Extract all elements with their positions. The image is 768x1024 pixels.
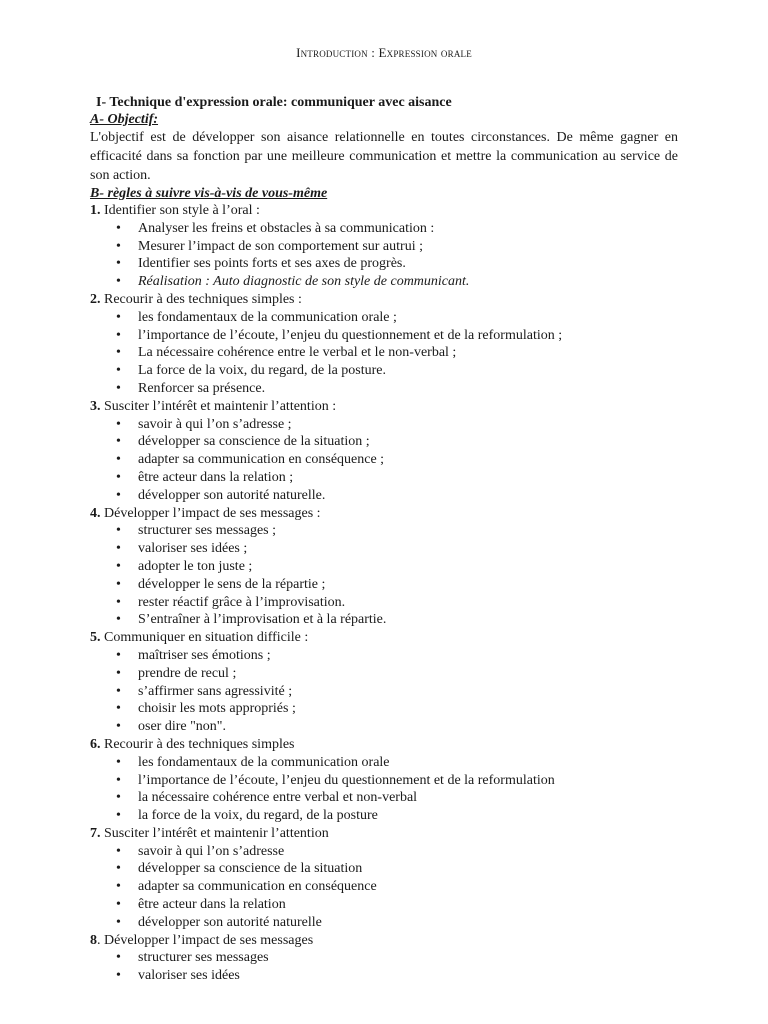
bullet-icon: • [116, 897, 121, 913]
list-item-text: adapter sa communication en conséquence ; [138, 452, 385, 468]
rule-group-number: 7. [90, 825, 101, 841]
list-item-text: s’affirmer sans agressivité ; [138, 683, 293, 699]
rule-group-label: Susciter l’intérêt et maintenir l’attention : [100, 398, 337, 414]
bullet-icon: • [116, 861, 121, 877]
list-item [90, 860, 678, 878]
list-item [90, 789, 678, 807]
bullet-icon: • [116, 879, 121, 895]
bullet-icon: • [116, 469, 121, 485]
rules-list [90, 202, 678, 985]
list-item-text: structurer ses messages [138, 950, 269, 966]
list-item [90, 772, 678, 790]
bullet-list [90, 754, 678, 825]
section-title: I- Technique d'expression orale: communiquer avec aisance [96, 95, 452, 110]
bullet-icon: • [116, 754, 121, 770]
bullet-icon: • [116, 416, 121, 432]
rule-group-heading [90, 202, 678, 220]
rule-group-label: . Développer l’impact de ses messages [97, 932, 314, 948]
list-item [90, 273, 678, 291]
rule-group-heading [90, 736, 678, 754]
bullet-icon: • [116, 380, 121, 396]
list-item [90, 611, 678, 629]
list-item-text: Réalisation : Auto diagnostic de son style de communicant. [138, 274, 470, 290]
bullet-icon: • [116, 256, 121, 272]
rule-group-heading [90, 825, 678, 843]
rule-group-heading [90, 932, 678, 950]
bullet-icon: • [116, 665, 121, 681]
list-item-text: les fondamentaux de la communication orale ; [138, 309, 397, 325]
bullet-icon: • [116, 309, 121, 325]
list-item [90, 220, 678, 238]
list-item [90, 380, 678, 398]
bullet-icon: • [116, 772, 121, 788]
list-item-text: développer sa conscience de la situation [138, 861, 363, 877]
list-item-text: adapter sa communication en conséquence [138, 879, 377, 895]
bullet-list [90, 309, 678, 398]
list-item-text: développer son autorité naturelle. [138, 487, 326, 503]
list-item [90, 487, 678, 505]
list-item-text: oser dire "non". [138, 719, 227, 735]
list-item-text: être acteur dans la relation [138, 897, 286, 913]
bullet-icon: • [116, 523, 121, 539]
bullet-icon: • [116, 594, 121, 610]
bullet-icon: • [116, 683, 121, 699]
bullet-icon: • [116, 434, 121, 450]
rule-group-label: Recourir à des techniques simples : [100, 291, 302, 307]
bullet-icon: • [116, 647, 121, 663]
list-item [90, 949, 678, 967]
objective-heading: A- Objectif: [90, 112, 159, 127]
bullet-icon: • [116, 968, 121, 984]
list-item [90, 700, 678, 718]
bullet-icon: • [116, 843, 121, 859]
bullet-icon: • [116, 950, 121, 966]
rule-group-label: Recourir à des techniques simples [100, 736, 295, 752]
rules-heading: B- règles à suivre vis-à-vis de vous-même [90, 186, 328, 201]
rule-group-heading [90, 629, 678, 647]
list-item-text: Analyser les freins et obstacles à sa communication : [138, 220, 435, 236]
rule-group-number: 2. [90, 291, 101, 307]
list-item [90, 878, 678, 896]
bullet-list [90, 522, 678, 629]
list-item-text: développer le sens de la répartie ; [138, 576, 326, 592]
objective-paragraph: L'objectif est de développer son aisance relationnelle en toutes circonstances. De même gagner en efficacité dans sa fonction par une meilleure communication et mettre la communication au service de son action. [90, 130, 678, 183]
list-item [90, 451, 678, 469]
bullet-icon: • [116, 701, 121, 717]
list-item-text: La nécessaire cohérence entre le verbal et le non-verbal ; [138, 345, 457, 361]
list-item-text: Renforcer sa présence. [138, 380, 266, 396]
bullet-icon: • [116, 541, 121, 557]
bullet-icon: • [116, 345, 121, 361]
list-item-text: maîtriser ses émotions ; [138, 647, 271, 663]
list-item [90, 683, 678, 701]
list-item [90, 896, 678, 914]
bullet-icon: • [116, 558, 121, 574]
list-item [90, 914, 678, 932]
list-item-text: structurer ses messages ; [138, 523, 277, 539]
bullet-list [90, 843, 678, 932]
document-title: Introduction : Expression orale [296, 45, 472, 60]
list-item [90, 309, 678, 327]
list-item [90, 754, 678, 772]
list-item [90, 967, 678, 985]
list-item-text: être acteur dans la relation ; [138, 469, 294, 485]
document-body [90, 94, 678, 985]
bullet-icon: • [116, 719, 121, 735]
bullet-icon: • [116, 327, 121, 343]
list-item [90, 576, 678, 594]
list-item-text: développer sa conscience de la situation ; [138, 434, 370, 450]
bullet-icon: • [116, 363, 121, 379]
list-item [90, 433, 678, 451]
list-item [90, 594, 678, 612]
rule-group-heading [90, 505, 678, 523]
list-item-text: savoir à qui l’on s’adresse [138, 843, 285, 859]
list-item-text: Identifier ses points forts et ses axes de progrès. [138, 256, 406, 272]
list-item [90, 344, 678, 362]
list-item-text: l’importance de l’écoute, l’enjeu du questionnement et de la reformulation [138, 772, 555, 788]
rule-group-heading [90, 291, 678, 309]
rule-group-label: Susciter l’intérêt et maintenir l’attention [100, 825, 329, 841]
list-item-text: l’importance de l’écoute, l’enjeu du questionnement et de la reformulation ; [138, 327, 563, 343]
list-item-text: S’entraîner à l’improvisation et à la répartie. [138, 612, 387, 628]
list-item [90, 843, 678, 861]
list-item-text: la force de la voix, du regard, de la posture [138, 808, 378, 824]
list-item [90, 647, 678, 665]
rule-group-label: Développer l’impact de ses messages : [100, 505, 321, 521]
rule-group-heading [90, 398, 678, 416]
bullet-icon: • [116, 452, 121, 468]
list-item [90, 522, 678, 540]
bullet-icon: • [116, 238, 121, 254]
bullet-icon: • [116, 790, 121, 806]
bullet-list [90, 647, 678, 736]
bullet-icon: • [116, 220, 121, 236]
list-item-text: développer son autorité naturelle [138, 914, 322, 930]
bullet-icon: • [116, 576, 121, 592]
rule-group-number: 4. [90, 505, 101, 521]
list-item [90, 718, 678, 736]
list-item [90, 362, 678, 380]
bullet-icon: • [116, 808, 121, 824]
bullet-icon: • [116, 914, 121, 930]
list-item [90, 540, 678, 558]
list-item [90, 327, 678, 345]
rule-group-label: Communiquer en situation difficile : [100, 630, 309, 646]
list-item-text: valoriser ses idées [138, 968, 240, 984]
list-item [90, 255, 678, 273]
rule-group-number: 5. [90, 630, 101, 646]
list-item-text: choisir les mots appropriés ; [138, 701, 296, 717]
rule-group-number: 1. [90, 203, 101, 218]
list-item [90, 665, 678, 683]
rule-group-number: 8 [90, 932, 97, 948]
list-item-text: valoriser ses idées ; [138, 541, 248, 557]
list-item-text: la nécessaire cohérence entre verbal et non-verbal [138, 790, 418, 806]
list-item-text: savoir à qui l’on s’adresse ; [138, 416, 292, 432]
list-item-text: Mesurer l’impact de son comportement sur autrui ; [138, 238, 423, 254]
rule-group-number: 3. [90, 398, 101, 414]
bullet-list [90, 416, 678, 505]
list-item [90, 807, 678, 825]
list-item [90, 469, 678, 487]
bullet-icon: • [116, 612, 121, 628]
list-item-text: La force de la voix, du regard, de la posture. [138, 363, 387, 379]
list-item-text: adopter le ton juste ; [138, 558, 253, 574]
bullet-icon: • [116, 274, 121, 290]
bullet-icon: • [116, 487, 121, 503]
list-item-text: les fondamentaux de la communication orale [138, 754, 390, 770]
bullet-list [90, 220, 678, 291]
list-item [90, 416, 678, 434]
list-item-text: prendre de recul ; [138, 665, 237, 681]
bullet-list [90, 949, 678, 985]
list-item [90, 238, 678, 256]
list-item-text: rester réactif grâce à l’improvisation. [138, 594, 346, 610]
rule-group-number: 6. [90, 736, 101, 752]
list-item [90, 558, 678, 576]
rule-group-label: Identifier son style à l’oral : [100, 203, 260, 218]
